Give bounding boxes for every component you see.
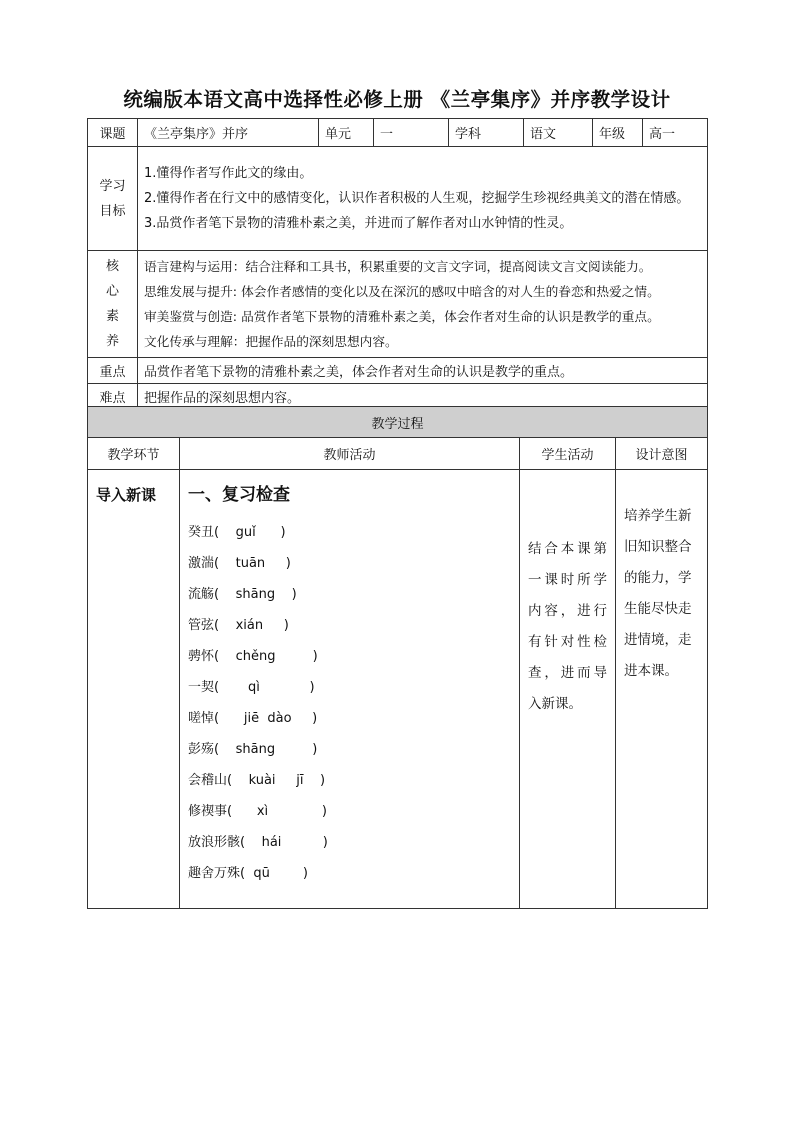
vocab-item: 彭殇( shāng ) [188, 742, 318, 757]
vocab-item: 流觞( shāng ) [188, 587, 297, 602]
teaching-process-table [87, 406, 708, 909]
section-title: 一、复习检查 [188, 485, 290, 505]
topic-value: 《兰亭集序》并序 [138, 119, 319, 147]
subject-value: 语文 [524, 119, 593, 147]
header-design: 设计意图 [616, 438, 708, 470]
vocab-item: 修禊事( xì ) [188, 804, 327, 819]
core-content [138, 251, 708, 358]
lesson-row [88, 470, 708, 909]
process-header-row [88, 438, 708, 470]
vocab-item: 放浪形骸( hái ) [188, 835, 328, 850]
key-point-row [88, 358, 708, 384]
subject-label: 学科 [449, 119, 524, 147]
vocab-item: 骋怀( chěng ) [188, 649, 318, 664]
teacher-activity [180, 470, 520, 909]
goal-item: 3.品赏作者笔下景物的清雅朴素之美，并进而了解作者对山水钟情的性灵。 [144, 216, 573, 231]
goals-label-text: 学习目标 [99, 178, 126, 219]
grade-label: 年级 [593, 119, 643, 147]
core-item: 文化传承与理解：把握作品的深刻思想内容。 [144, 334, 398, 349]
goal-item: 1.懂得作者写作此文的缘由。 [144, 166, 313, 181]
difficulty-label: 难点 [88, 384, 138, 410]
goal-item: 2.懂得作者在行文中的感情变化，认识作者积极的人生观，挖掘学生珍视经典美文的潜在情感。 [144, 191, 690, 206]
key-point-value: 品赏作者笔下景物的清雅朴素之美，体会作者对生命的认识是教学的重点。 [138, 358, 708, 384]
vocab-item: 激湍( tuān ) [188, 556, 291, 571]
goals-label [88, 147, 138, 251]
vocab-item: 管弦( xián ) [188, 618, 289, 633]
core-row [88, 251, 708, 358]
topic-label: 课题 [88, 119, 138, 147]
lesson-info-table [87, 118, 708, 410]
unit-label: 单元 [319, 119, 374, 147]
header-teacher: 教师活动 [180, 438, 520, 470]
vocab-item: 趣舍万殊( qū ) [188, 866, 308, 881]
header-student: 学生活动 [520, 438, 616, 470]
info-row [88, 119, 708, 147]
page-title: 统编版本语文高中选择性必修上册 《兰亭集序》并序教学设计 [123, 88, 671, 111]
unit-value: 一 [374, 119, 449, 147]
vocab-item: 嗟悼( jiē dào ) [188, 711, 318, 726]
core-item: 思维发展与提升: 体会作者感情的变化以及在深沉的感叹中暗含的对人生的眷恋和热爱之情。 [144, 284, 660, 299]
design-intent: 培养学生新旧知识整合的能力，学生能尽快走进情境，走进本课。 [616, 470, 708, 909]
difficulty-value: 把握作品的深刻思想内容。 [138, 384, 708, 410]
process-title: 教学过程 [88, 407, 708, 438]
core-item: 审美鉴赏与创造: 品赏作者笔下景物的清雅朴素之美，体会作者对生命的认识是教学的重点。 [144, 309, 660, 324]
core-item: 语言建构与运用：结合注释和工具书，积累重要的文言文字词，提高阅读文言文阅读能力。 [144, 259, 652, 274]
core-label [88, 251, 138, 358]
header-stage: 教学环节 [88, 438, 180, 470]
vocab-item: 癸丑( guǐ ) [188, 525, 286, 540]
goals-row [88, 147, 708, 251]
grade-value: 高一 [643, 119, 708, 147]
stage-name: 导入新课 [88, 470, 180, 909]
process-title-row [88, 407, 708, 438]
goals-content [138, 147, 708, 251]
student-activity: 结合本课第一课时所学内容，进行有针对性检查，进而导入新课。 [520, 470, 616, 909]
core-label-text: 核心素养 [105, 259, 119, 349]
vocab-item: 一契( qì ) [188, 680, 315, 695]
key-point-label: 重点 [88, 358, 138, 384]
vocab-item: 会稽山( kuài jī ) [188, 773, 326, 788]
